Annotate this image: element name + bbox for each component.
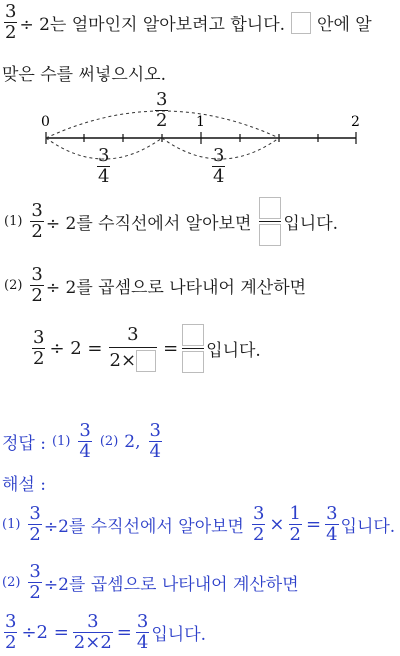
- part-1: (1) $\frac{3}{2}$ ÷ 2를 수직선에서 알아보면 입니다.: [4, 197, 338, 246]
- part-2-number: (2): [4, 278, 23, 294]
- part-1-answer-fraction: [259, 197, 281, 246]
- denominator-box: [259, 224, 281, 246]
- answer-label: 정답 :: [2, 434, 46, 455]
- numberline-bottom-fraction-a: $\frac{3}{4}$: [98, 145, 110, 188]
- part-2-answer-fraction: [182, 324, 204, 373]
- explanation-line-2: (2) $\frac{3}{2}$ ÷2를 곱셈으로 나타내어 계산하면: [2, 561, 299, 604]
- tick-label-2: 2: [351, 114, 360, 130]
- part-2: (2) $\frac{3}{2}$ ÷ 2를 곱셈으로 나타내어 계산하면: [4, 264, 307, 307]
- part-1-text: ÷ 2를 수직선에서 알아보면: [45, 214, 252, 235]
- part-2-equation: $\frac{3}{2}$ ÷ 2 = $\frac{3}{2\times}$ = 입니다.: [33, 324, 261, 372]
- number-line: [0, 88, 400, 188]
- explanation-label: 해설 :: [2, 475, 46, 495]
- explanation-line-1: (1) $\frac{3}{2}$ ÷2를 수직선에서 알아보면 $\frac{3}{2}$ × $\frac{1}{2}$ = $\frac{3}{4}$ 입니다.: [2, 503, 396, 546]
- question-text-b: 안에 알: [317, 15, 372, 36]
- answer-box: [291, 12, 311, 34]
- question-line-1: [2, 2, 372, 43]
- tick-label-1: 1: [196, 114, 205, 130]
- numberline-bottom-fraction-b: $\frac{3}{4}$: [213, 145, 225, 188]
- part-1-number: (1): [4, 214, 23, 230]
- numberline-top-fraction: $\frac{3}{2}$: [156, 89, 168, 132]
- answer-line: 정답 : (1) $\frac{3}{4}$ (2) 2, $\frac{3}{4}$: [2, 420, 161, 463]
- numerator-box: [182, 324, 204, 346]
- part-2-text: ÷ 2를 곱셈으로 나타내어 계산하면: [45, 278, 307, 299]
- question-text-a: ÷ 2는 얼마인지 알아보려고 합니다.: [19, 15, 286, 36]
- fraction-3-2: $\frac{3}{2}$: [5, 1, 17, 44]
- denominator-box: [182, 351, 204, 373]
- tick-label-0: 0: [41, 114, 50, 130]
- denominator-blank-box: [136, 350, 156, 372]
- question-line-2: 맞은 수를 써넣으시오.: [2, 65, 167, 85]
- explanation-line-3: $\frac{3}{2}$ ÷2 = $\frac{3}{2\times 2}$ = $\frac{3}{4}$ 입니다.: [5, 611, 207, 654]
- numerator-box: [259, 197, 281, 219]
